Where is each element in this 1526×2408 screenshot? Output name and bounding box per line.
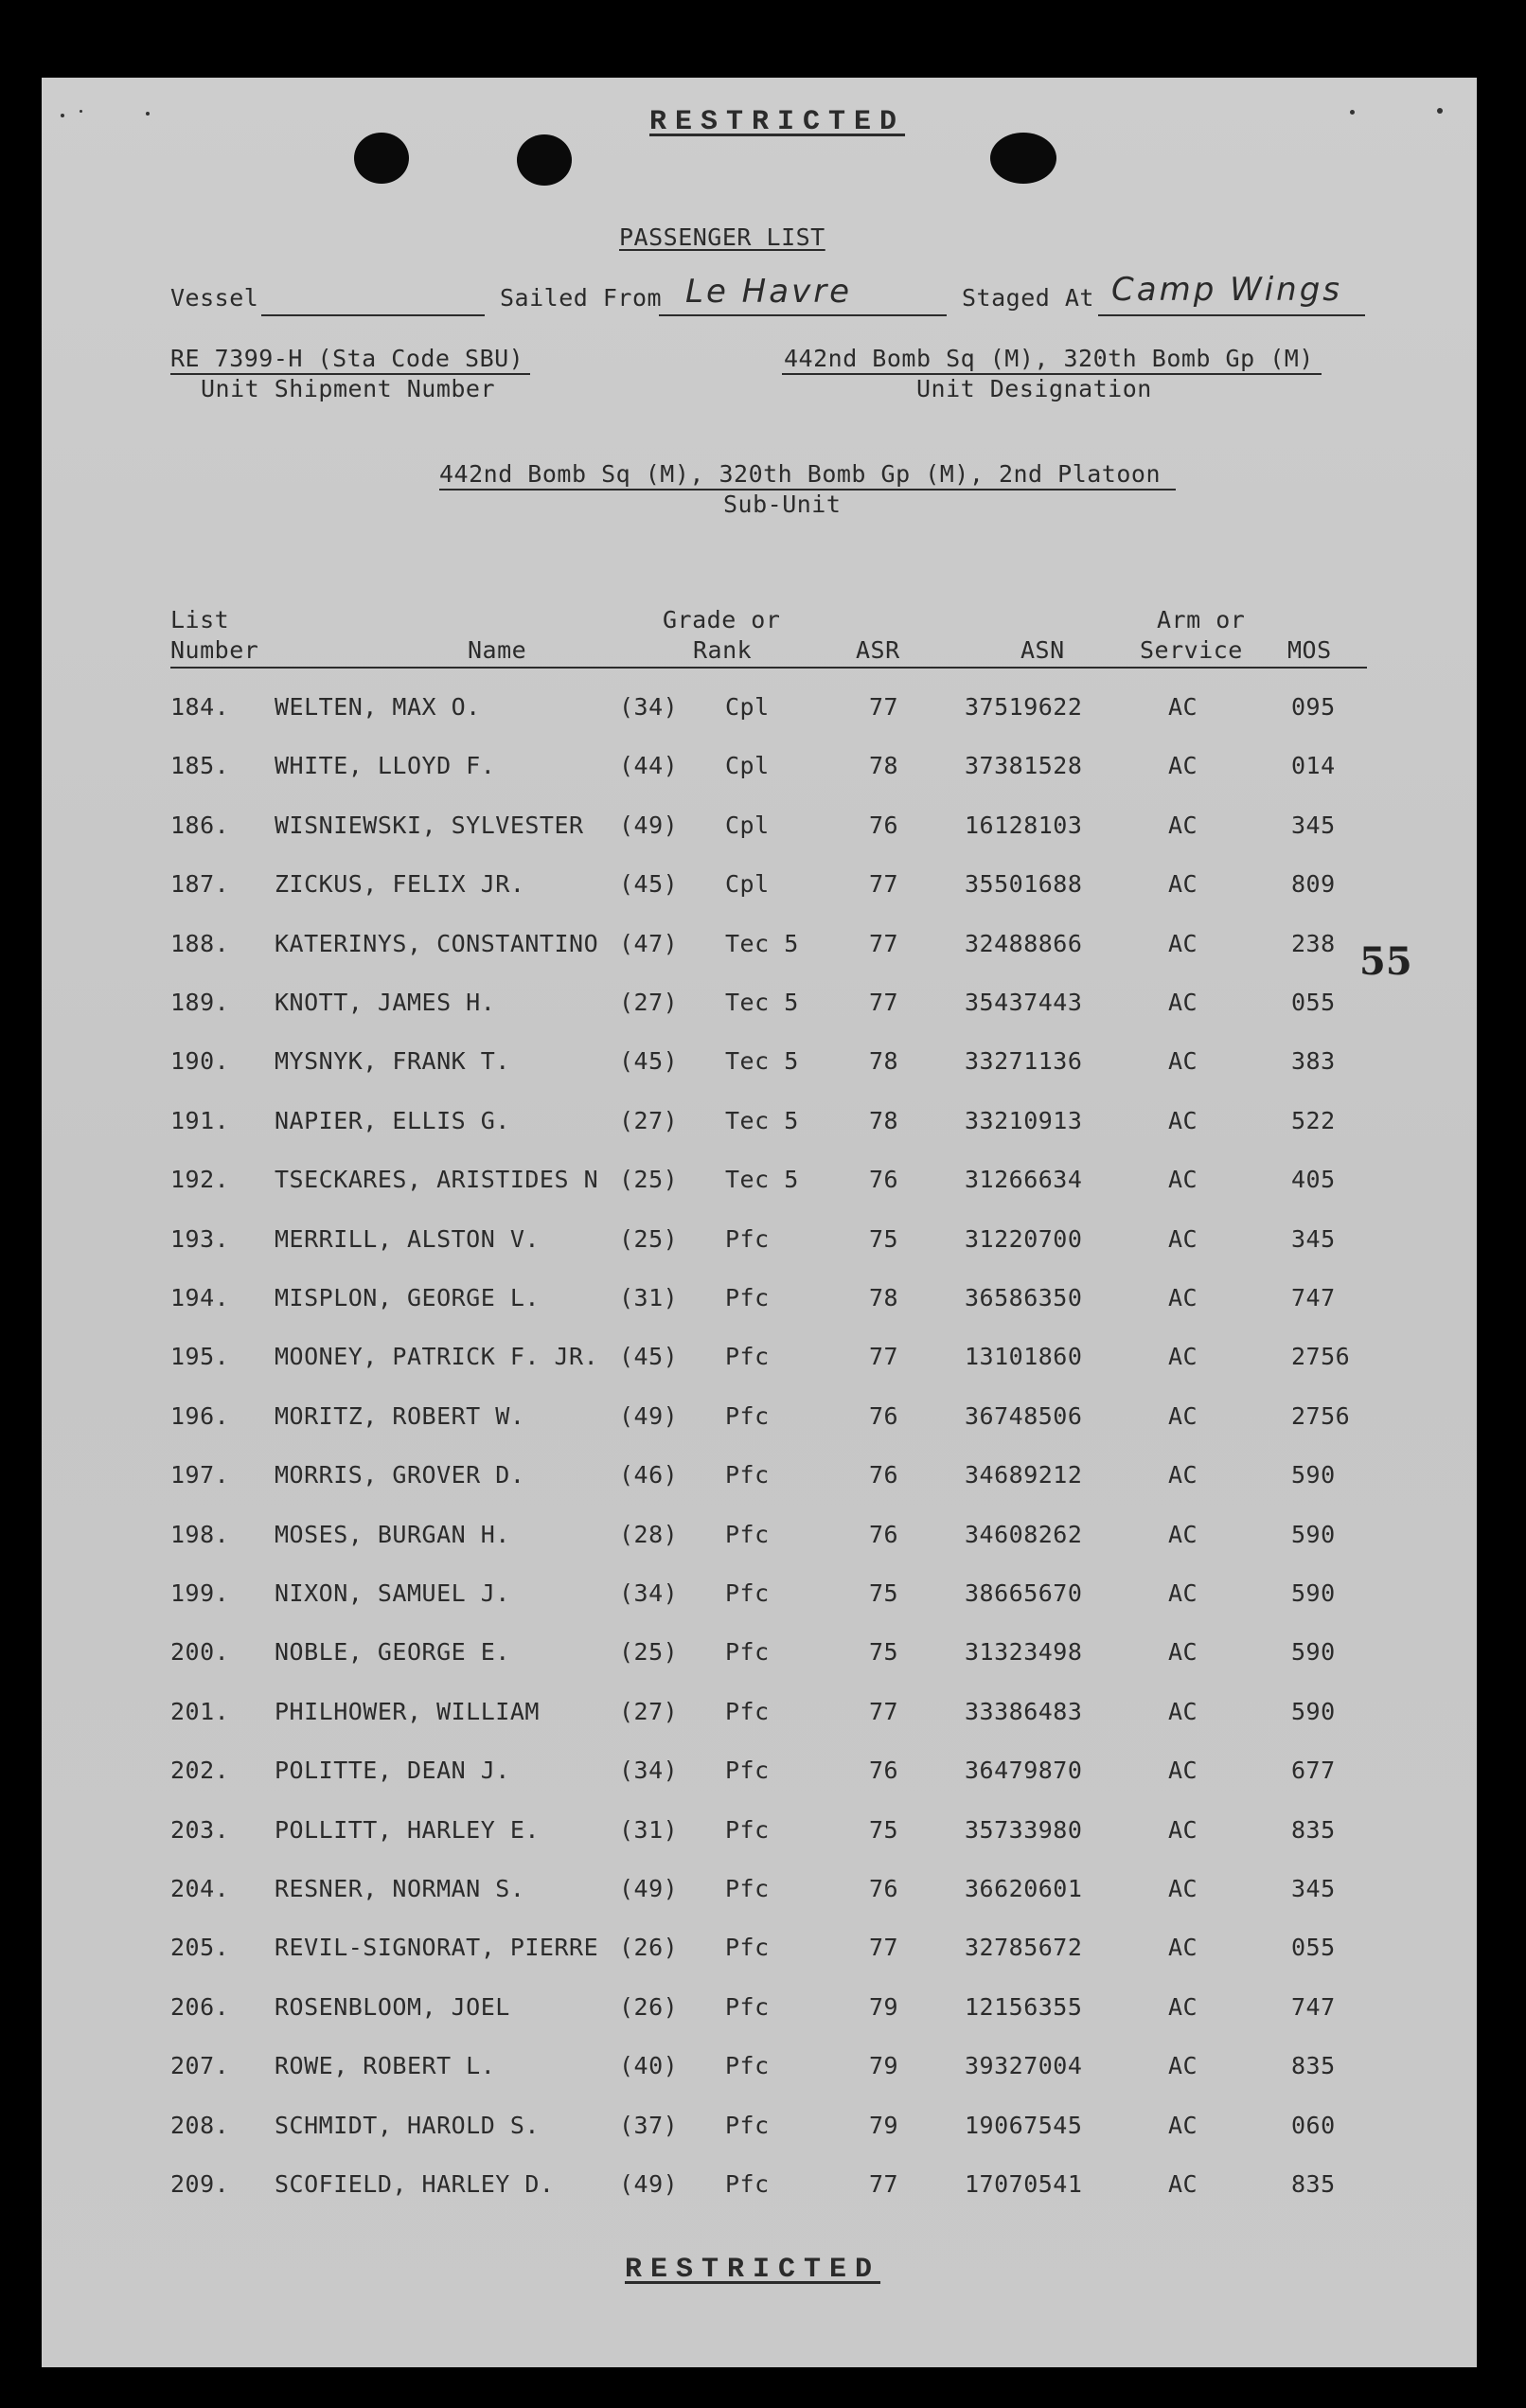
row-arm: AC bbox=[1168, 2170, 1198, 2198]
row-age: (34) bbox=[619, 1579, 679, 1607]
row-mos: 060 bbox=[1291, 2111, 1336, 2139]
row-asn: 12156355 bbox=[965, 1992, 1083, 2021]
row-asr: 77 bbox=[869, 1934, 899, 1962]
row-mos: 747 bbox=[1291, 1284, 1336, 1311]
row-number: 209. bbox=[170, 2170, 230, 2198]
row-asr: 77 bbox=[869, 870, 899, 899]
row-arm: AC bbox=[1168, 1934, 1198, 1962]
row-asn: 17070541 bbox=[965, 2170, 1083, 2198]
row-asr: 79 bbox=[869, 2111, 899, 2139]
speck bbox=[1437, 108, 1443, 114]
row-asr: 77 bbox=[869, 989, 899, 1016]
row-mos: 590 bbox=[1291, 1579, 1336, 1607]
row-grade: Pfc bbox=[725, 2052, 770, 2080]
row-name: WHITE, LLOYD F. bbox=[275, 752, 496, 780]
row-arm: AC bbox=[1168, 1401, 1198, 1430]
table-row bbox=[42, 1166, 1477, 1204]
row-grade: Tec 5 bbox=[725, 1106, 799, 1134]
row-number: 195. bbox=[170, 1343, 230, 1371]
row-arm: AC bbox=[1168, 752, 1198, 780]
row-asr: 78 bbox=[869, 1047, 899, 1076]
row-grade: Tec 5 bbox=[725, 989, 799, 1016]
row-asr: 77 bbox=[869, 1697, 899, 1725]
staged-at-value: Camp Wings bbox=[1111, 271, 1342, 309]
row-age: (44) bbox=[619, 752, 679, 780]
row-asr: 78 bbox=[869, 1284, 899, 1311]
row-grade: Cpl bbox=[725, 811, 770, 839]
row-name: NAPIER, ELLIS G. bbox=[275, 1106, 510, 1134]
row-grade: Pfc bbox=[725, 1638, 770, 1667]
sub-unit-label: Sub-Unit bbox=[723, 491, 842, 518]
col-header-number: Number bbox=[170, 636, 259, 664]
row-mos: 345 bbox=[1291, 1875, 1336, 1902]
table-row bbox=[42, 1757, 1477, 1794]
row-grade: Pfc bbox=[725, 2111, 770, 2139]
row-age: (26) bbox=[619, 1992, 679, 2021]
row-asn: 37519622 bbox=[965, 693, 1083, 721]
row-grade: Pfc bbox=[725, 1992, 770, 2021]
col-header-arm: Arm or bbox=[1157, 606, 1246, 633]
row-asn: 34689212 bbox=[965, 1461, 1083, 1489]
sailed-from-value: Le Havre bbox=[685, 273, 853, 311]
col-header-name: Name bbox=[468, 636, 527, 664]
row-grade: Pfc bbox=[725, 1224, 770, 1253]
row-mos: 590 bbox=[1291, 1638, 1336, 1667]
row-mos: 345 bbox=[1291, 1224, 1336, 1253]
sub-unit: 442nd Bomb Sq (M), 320th Bomb Gp (M), 2nd Platoon bbox=[439, 460, 1162, 488]
table-row bbox=[42, 930, 1477, 968]
row-name: KNOTT, JAMES H. bbox=[275, 989, 496, 1016]
row-age: (26) bbox=[619, 1934, 679, 1962]
row-number: 201. bbox=[170, 1697, 230, 1725]
row-asn: 37381528 bbox=[965, 752, 1083, 780]
table-row bbox=[42, 1284, 1477, 1322]
row-asr: 77 bbox=[869, 929, 899, 957]
row-mos: 590 bbox=[1291, 1520, 1336, 1548]
table-row bbox=[42, 1047, 1477, 1085]
document-page bbox=[42, 78, 1477, 2367]
row-grade: Pfc bbox=[725, 1934, 770, 1962]
row-age: (49) bbox=[619, 2170, 679, 2198]
page-title: PASSENGER LIST bbox=[619, 223, 825, 251]
row-mos: 055 bbox=[1291, 1934, 1336, 1962]
margin-page-number: 55 bbox=[1359, 939, 1412, 984]
row-number: 188. bbox=[170, 929, 230, 957]
table-row bbox=[42, 1225, 1477, 1263]
col-header-asr: ASR bbox=[856, 636, 900, 664]
row-asn: 32488866 bbox=[965, 929, 1083, 957]
table-row bbox=[42, 1993, 1477, 2031]
row-age: (25) bbox=[619, 1638, 679, 1667]
row-asn: 38665670 bbox=[965, 1579, 1083, 1607]
unit-designation-label: Unit Designation bbox=[916, 375, 1152, 402]
table-row bbox=[42, 870, 1477, 908]
row-number: 184. bbox=[170, 693, 230, 721]
row-name: MORITZ, ROBERT W. bbox=[275, 1401, 525, 1430]
row-arm: AC bbox=[1168, 1284, 1198, 1311]
col-header-mos: MOS bbox=[1287, 636, 1332, 664]
row-asn: 33210913 bbox=[965, 1106, 1083, 1134]
row-asr: 78 bbox=[869, 752, 899, 780]
vessel-label: Vessel bbox=[170, 284, 259, 312]
row-mos: 345 bbox=[1291, 811, 1336, 839]
row-age: (49) bbox=[619, 1875, 679, 1902]
row-name: POLITTE, DEAN J. bbox=[275, 1757, 510, 1785]
row-mos: 590 bbox=[1291, 1697, 1336, 1725]
row-asn: 31323498 bbox=[965, 1638, 1083, 1667]
row-mos: 2756 bbox=[1291, 1401, 1351, 1430]
row-asr: 78 bbox=[869, 1106, 899, 1134]
row-arm: AC bbox=[1168, 2052, 1198, 2080]
row-number: 208. bbox=[170, 2111, 230, 2139]
row-asn: 39327004 bbox=[965, 2052, 1083, 2080]
unit-designation: 442nd Bomb Sq (M), 320th Bomb Gp (M) bbox=[784, 345, 1314, 372]
row-grade: Pfc bbox=[725, 1697, 770, 1725]
vessel-underline bbox=[261, 314, 485, 316]
row-grade: Pfc bbox=[725, 1284, 770, 1311]
row-arm: AC bbox=[1168, 2111, 1198, 2139]
row-number: 192. bbox=[170, 1166, 230, 1194]
row-number: 199. bbox=[170, 1579, 230, 1607]
row-name: REVIL-SIGNORAT, PIERRE bbox=[275, 1934, 599, 1962]
row-number: 196. bbox=[170, 1401, 230, 1430]
row-age: (31) bbox=[619, 1284, 679, 1311]
row-asr: 76 bbox=[869, 1520, 899, 1548]
row-asr: 79 bbox=[869, 1992, 899, 2021]
row-asr: 77 bbox=[869, 2170, 899, 2198]
row-name: MISPLON, GEORGE L. bbox=[275, 1284, 540, 1311]
unit-shipment-number: RE 7399-H (Sta Code SBU) bbox=[170, 345, 524, 372]
table-row bbox=[42, 812, 1477, 849]
row-asr: 76 bbox=[869, 1461, 899, 1489]
row-asr: 76 bbox=[869, 1166, 899, 1194]
row-arm: AC bbox=[1168, 1697, 1198, 1725]
speck bbox=[61, 114, 64, 117]
row-asn: 35501688 bbox=[965, 870, 1083, 899]
row-grade: Pfc bbox=[725, 1461, 770, 1489]
speck bbox=[1350, 110, 1355, 115]
row-age: (45) bbox=[619, 1343, 679, 1371]
row-asn: 35733980 bbox=[965, 1815, 1083, 1844]
row-number: 200. bbox=[170, 1638, 230, 1667]
table-row bbox=[42, 1461, 1477, 1499]
row-asr: 75 bbox=[869, 1815, 899, 1844]
row-arm: AC bbox=[1168, 1875, 1198, 1902]
row-arm: AC bbox=[1168, 1815, 1198, 1844]
row-mos: 055 bbox=[1291, 989, 1336, 1016]
row-asr: 77 bbox=[869, 693, 899, 721]
restricted-stamp-top: RESTRICTED bbox=[649, 106, 906, 138]
row-age: (37) bbox=[619, 2111, 679, 2139]
row-name: MOSES, BURGAN H. bbox=[275, 1520, 510, 1548]
row-age: (45) bbox=[619, 1047, 679, 1076]
row-name: MYSNYK, FRANK T. bbox=[275, 1047, 510, 1076]
row-mos: 405 bbox=[1291, 1166, 1336, 1194]
row-name: MERRILL, ALSTON V. bbox=[275, 1224, 540, 1253]
row-asr: 75 bbox=[869, 1579, 899, 1607]
row-grade: Pfc bbox=[725, 1875, 770, 1902]
row-mos: 238 bbox=[1291, 929, 1336, 957]
row-asn: 16128103 bbox=[965, 811, 1083, 839]
table-row bbox=[42, 1521, 1477, 1559]
row-name: SCHMIDT, HAROLD S. bbox=[275, 2111, 540, 2139]
row-mos: 095 bbox=[1291, 693, 1336, 721]
row-grade: Pfc bbox=[725, 1343, 770, 1371]
sailed-from-label: Sailed From bbox=[500, 284, 663, 312]
row-age: (46) bbox=[619, 1461, 679, 1489]
row-grade: Pfc bbox=[725, 1815, 770, 1844]
sailed-from-underline bbox=[659, 314, 947, 316]
row-asn: 34608262 bbox=[965, 1520, 1083, 1548]
row-name: KATERINYS, CONSTANTINO bbox=[275, 929, 599, 957]
row-grade: Tec 5 bbox=[725, 1166, 799, 1194]
row-age: (49) bbox=[619, 1401, 679, 1430]
speck bbox=[80, 110, 82, 113]
speck bbox=[146, 112, 150, 116]
row-name: NIXON, SAMUEL J. bbox=[275, 1579, 510, 1607]
row-arm: AC bbox=[1168, 989, 1198, 1016]
row-asr: 76 bbox=[869, 1401, 899, 1430]
row-name: SCOFIELD, HARLEY D. bbox=[275, 2170, 555, 2198]
unit-shipment-label: Unit Shipment Number bbox=[201, 375, 496, 402]
row-mos: 014 bbox=[1291, 752, 1336, 780]
row-arm: AC bbox=[1168, 1047, 1198, 1076]
row-age: (40) bbox=[619, 2052, 679, 2080]
row-age: (31) bbox=[619, 1815, 679, 1844]
row-name: WELTEN, MAX O. bbox=[275, 693, 481, 721]
row-arm: AC bbox=[1168, 1520, 1198, 1548]
row-number: 191. bbox=[170, 1106, 230, 1134]
punch-hole bbox=[354, 133, 409, 184]
row-age: (45) bbox=[619, 870, 679, 899]
row-grade: Cpl bbox=[725, 693, 770, 721]
col-header-rank: Rank bbox=[693, 636, 753, 664]
row-arm: AC bbox=[1168, 1343, 1198, 1371]
row-arm: AC bbox=[1168, 1106, 1198, 1134]
punch-hole bbox=[517, 134, 572, 186]
row-asn: 33386483 bbox=[965, 1697, 1083, 1725]
row-grade: Pfc bbox=[725, 2170, 770, 2198]
row-age: (27) bbox=[619, 1106, 679, 1134]
row-mos: 835 bbox=[1291, 2052, 1336, 2080]
row-age: (27) bbox=[619, 1697, 679, 1725]
row-mos: 2756 bbox=[1291, 1343, 1351, 1371]
row-grade: Pfc bbox=[725, 1757, 770, 1785]
table-row bbox=[42, 752, 1477, 790]
row-name: ROWE, ROBERT L. bbox=[275, 2052, 496, 2080]
row-grade: Pfc bbox=[725, 1579, 770, 1607]
row-number: 204. bbox=[170, 1875, 230, 1902]
row-asn: 36586350 bbox=[965, 1284, 1083, 1311]
row-number: 187. bbox=[170, 870, 230, 899]
row-number: 186. bbox=[170, 811, 230, 839]
table-row bbox=[42, 2112, 1477, 2149]
row-grade: Cpl bbox=[725, 870, 770, 899]
row-asr: 75 bbox=[869, 1224, 899, 1253]
row-asr: 76 bbox=[869, 1757, 899, 1785]
table-row bbox=[42, 2052, 1477, 2090]
row-name: MORRIS, GROVER D. bbox=[275, 1461, 525, 1489]
table-row bbox=[42, 1579, 1477, 1617]
row-number: 207. bbox=[170, 2052, 230, 2080]
row-name: WISNIEWSKI, SYLVESTER bbox=[275, 811, 584, 839]
row-name: TSECKARES, ARISTIDES N bbox=[275, 1166, 599, 1194]
row-number: 205. bbox=[170, 1934, 230, 1962]
table-row bbox=[42, 1343, 1477, 1381]
restricted-stamp-bottom: RESTRICTED bbox=[625, 2254, 881, 2286]
row-number: 198. bbox=[170, 1520, 230, 1548]
row-arm: AC bbox=[1168, 1224, 1198, 1253]
header-underline bbox=[170, 667, 1367, 669]
row-name: RESNER, NORMAN S. bbox=[275, 1875, 525, 1902]
row-asr: 76 bbox=[869, 811, 899, 839]
row-name: ROSENBLOOM, JOEL bbox=[275, 1992, 510, 2021]
table-row bbox=[42, 989, 1477, 1026]
row-grade: Tec 5 bbox=[725, 1047, 799, 1076]
row-asn: 36479870 bbox=[965, 1757, 1083, 1785]
row-mos: 835 bbox=[1291, 2170, 1336, 2198]
col-header-list: List bbox=[170, 606, 230, 633]
row-age: (47) bbox=[619, 929, 679, 957]
row-arm: AC bbox=[1168, 1757, 1198, 1785]
table-row bbox=[42, 1875, 1477, 1913]
row-mos: 747 bbox=[1291, 1992, 1336, 2021]
row-asn: 33271136 bbox=[965, 1047, 1083, 1076]
row-arm: AC bbox=[1168, 929, 1198, 957]
table-row bbox=[42, 1698, 1477, 1736]
row-age: (25) bbox=[619, 1166, 679, 1194]
row-age: (27) bbox=[619, 989, 679, 1016]
row-name: MOONEY, PATRICK F. JR. bbox=[275, 1343, 599, 1371]
row-age: (25) bbox=[619, 1224, 679, 1253]
row-asr: 77 bbox=[869, 1343, 899, 1371]
row-asn: 36620601 bbox=[965, 1875, 1083, 1902]
row-asn: 31220700 bbox=[965, 1224, 1083, 1253]
row-asn: 32785672 bbox=[965, 1934, 1083, 1962]
row-arm: AC bbox=[1168, 811, 1198, 839]
row-age: (28) bbox=[619, 1520, 679, 1548]
col-header-asn: ASN bbox=[1020, 636, 1065, 664]
row-grade: Pfc bbox=[725, 1520, 770, 1548]
table-row bbox=[42, 693, 1477, 731]
row-number: 193. bbox=[170, 1224, 230, 1253]
row-grade: Cpl bbox=[725, 752, 770, 780]
col-header-service: Service bbox=[1140, 636, 1243, 664]
row-arm: AC bbox=[1168, 1166, 1198, 1194]
table-row bbox=[42, 2170, 1477, 2208]
row-grade: Pfc bbox=[725, 1401, 770, 1430]
row-asn: 31266634 bbox=[965, 1166, 1083, 1194]
row-name: NOBLE, GEORGE E. bbox=[275, 1638, 510, 1667]
row-mos: 677 bbox=[1291, 1757, 1336, 1785]
staged-at-underline bbox=[1098, 314, 1365, 316]
table-row bbox=[42, 1107, 1477, 1145]
row-number: 194. bbox=[170, 1284, 230, 1311]
row-number: 202. bbox=[170, 1757, 230, 1785]
row-age: (34) bbox=[619, 1757, 679, 1785]
row-arm: AC bbox=[1168, 1579, 1198, 1607]
row-name: ZICKUS, FELIX JR. bbox=[275, 870, 525, 899]
row-arm: AC bbox=[1168, 1461, 1198, 1489]
table-row bbox=[42, 1934, 1477, 1971]
row-asr: 76 bbox=[869, 1875, 899, 1902]
row-asr: 79 bbox=[869, 2052, 899, 2080]
row-number: 206. bbox=[170, 1992, 230, 2021]
row-grade: Tec 5 bbox=[725, 929, 799, 957]
row-name: POLLITT, HARLEY E. bbox=[275, 1815, 540, 1844]
row-arm: AC bbox=[1168, 1992, 1198, 2021]
row-mos: 590 bbox=[1291, 1461, 1336, 1489]
row-asr: 75 bbox=[869, 1638, 899, 1667]
row-number: 189. bbox=[170, 989, 230, 1016]
row-asn: 19067545 bbox=[965, 2111, 1083, 2139]
row-number: 185. bbox=[170, 752, 230, 780]
row-arm: AC bbox=[1168, 1638, 1198, 1667]
table-row bbox=[42, 1816, 1477, 1854]
row-mos: 383 bbox=[1291, 1047, 1336, 1076]
punch-hole bbox=[990, 133, 1056, 184]
row-asn: 13101860 bbox=[965, 1343, 1083, 1371]
table-row bbox=[42, 1638, 1477, 1676]
row-arm: AC bbox=[1168, 870, 1198, 899]
table-row bbox=[42, 1402, 1477, 1440]
row-mos: 809 bbox=[1291, 870, 1336, 899]
row-asn: 36748506 bbox=[965, 1401, 1083, 1430]
row-number: 190. bbox=[170, 1047, 230, 1076]
row-age: (34) bbox=[619, 693, 679, 721]
row-mos: 522 bbox=[1291, 1106, 1336, 1134]
row-arm: AC bbox=[1168, 693, 1198, 721]
staged-at-label: Staged At bbox=[962, 284, 1094, 312]
col-header-grade: Grade or bbox=[663, 606, 781, 633]
row-asn: 35437443 bbox=[965, 989, 1083, 1016]
row-number: 203. bbox=[170, 1815, 230, 1844]
row-age: (49) bbox=[619, 811, 679, 839]
row-mos: 835 bbox=[1291, 1815, 1336, 1844]
row-number: 197. bbox=[170, 1461, 230, 1489]
row-name: PHILHOWER, WILLIAM bbox=[275, 1697, 540, 1725]
